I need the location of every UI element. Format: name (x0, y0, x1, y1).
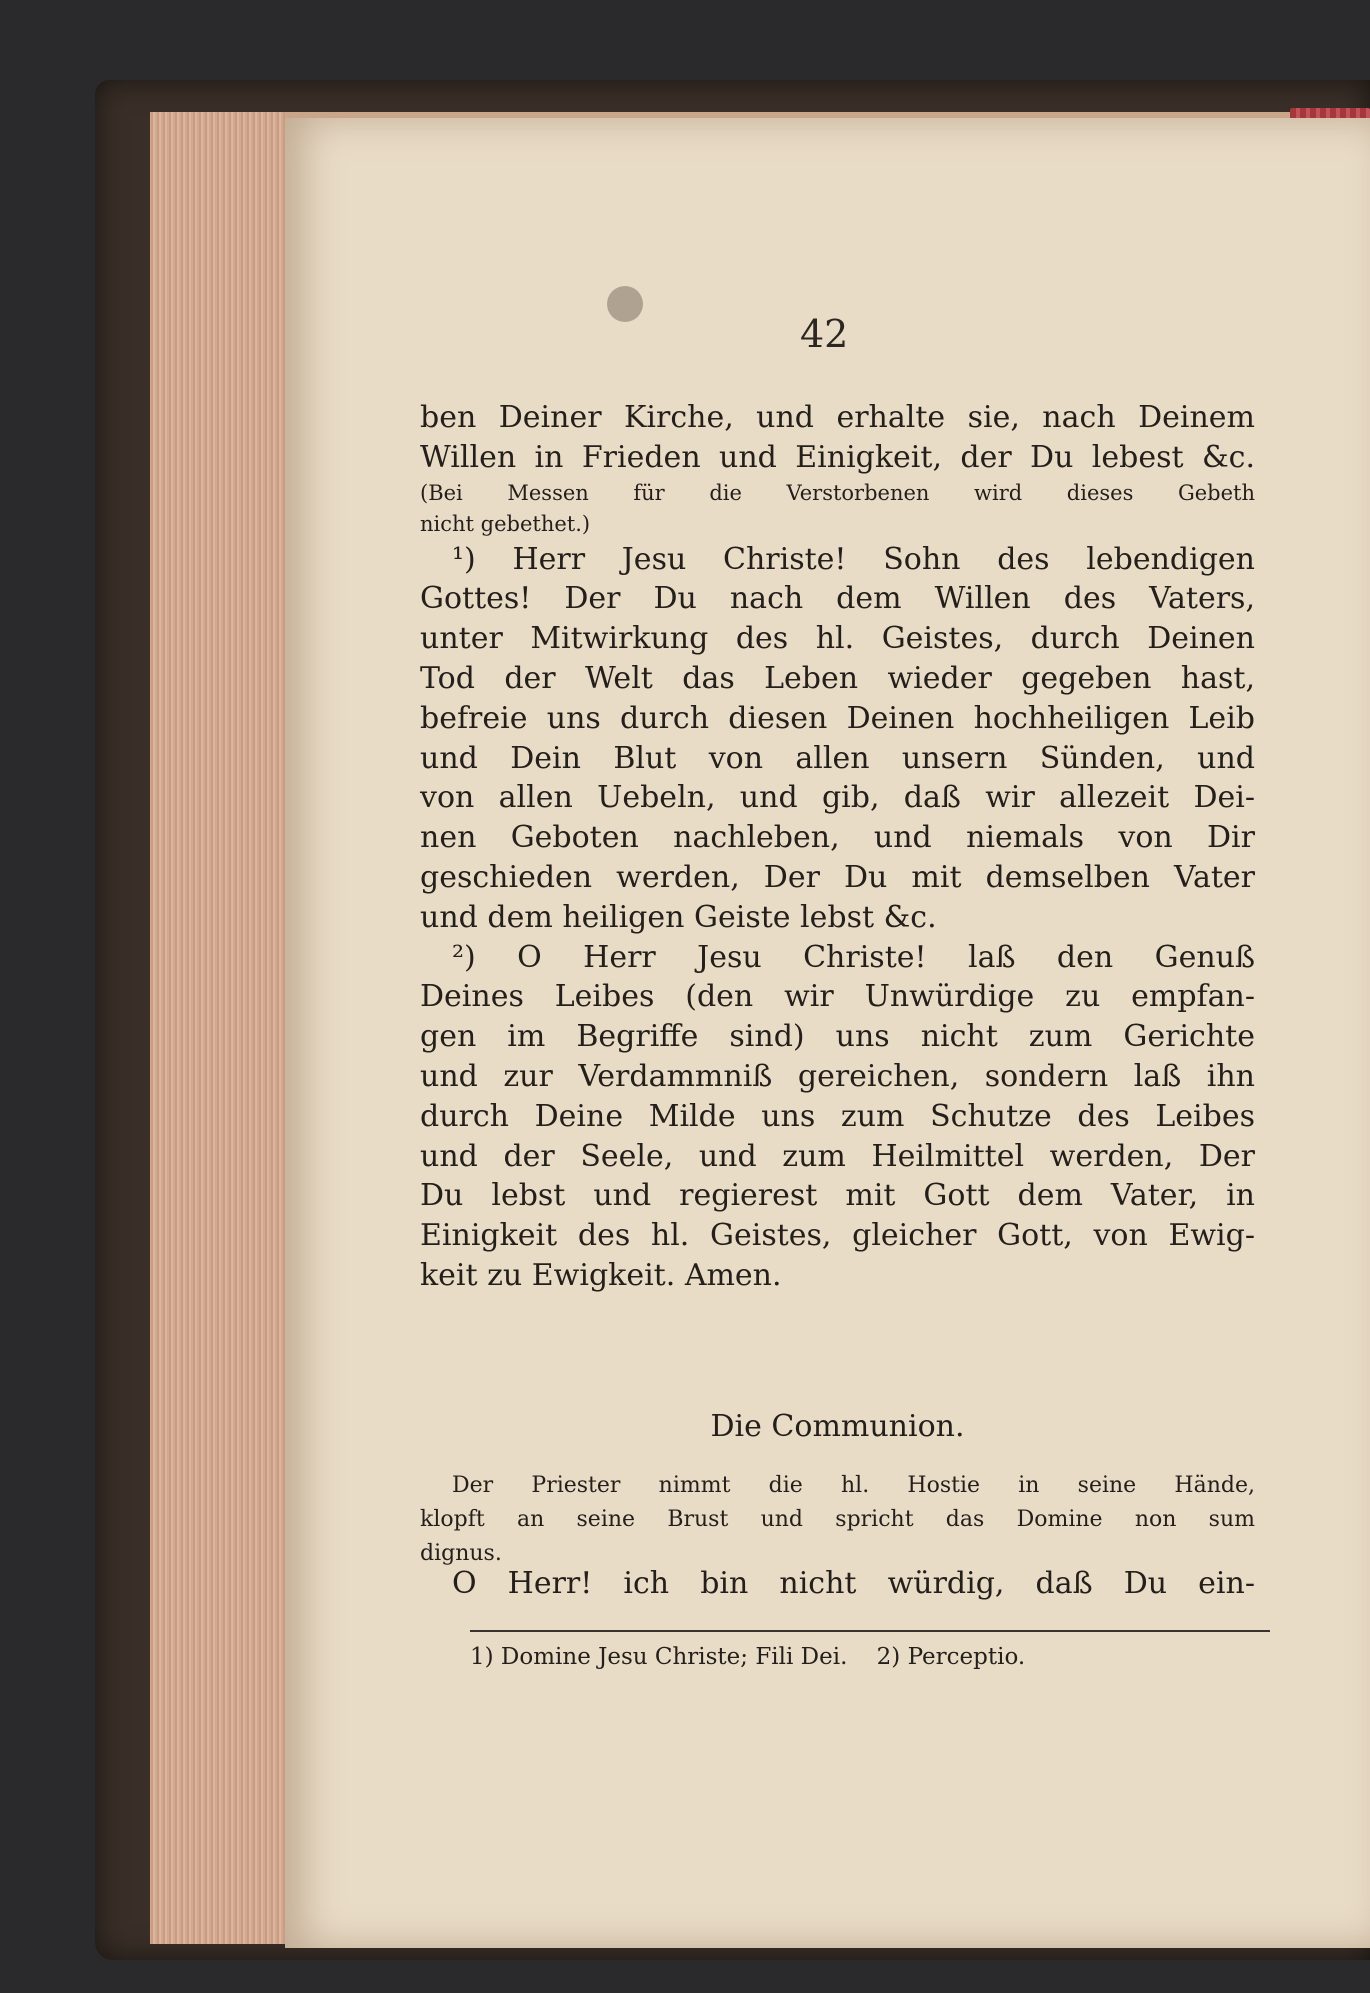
text-line: Einigkeit des hl. Geistes, gleicher Gott, von Ewig- (420, 1218, 1255, 1254)
rubric-line: Der Priester nimmt die hl. Hostie in seine Hände, (452, 1473, 1255, 1498)
footnote-2-mark: 2) (876, 1644, 901, 1670)
rubric-line: klopft an seine Brust und spricht das Domine non sum (420, 1507, 1255, 1532)
text-line: und der Seele, und zum Heilmittel werden, Der (420, 1138, 1255, 1174)
page-stain (607, 286, 643, 322)
text-line: ben Deiner Kirche, und erhalte sie, nach Deinem (420, 400, 1255, 435)
text-line: von allen Uebeln, und gib, daß wir allezeit Dei- (420, 780, 1255, 816)
section-heading: Die Communion. (710, 1409, 965, 1444)
footnotes (470, 1644, 1270, 1670)
text-line: ¹) Herr Jesu Christe! Sohn des lebendigen (452, 541, 1255, 577)
text-line: Du lebst und regierest mit Gott dem Vater, in (420, 1178, 1255, 1214)
footnote-2-text: Perceptio. (907, 1644, 1026, 1670)
text-line: keit zu Ewigkeit. Amen. (420, 1257, 782, 1293)
text-line: Willen in Frieden und Einigkeit, der Du lebest &c. (420, 439, 1255, 475)
text-line: durch Deine Milde uns zum Schutze des Leibes (420, 1098, 1255, 1134)
page-number: 42 (800, 312, 849, 356)
text-line: und dem heiligen Geiste lebst &c. (420, 899, 937, 935)
final-line-block (420, 1564, 1255, 1604)
body-text (420, 398, 1255, 1296)
rubric-line: (Bei Messen für die Verstorbenen wird dieses Gebeth (420, 480, 1255, 505)
text-line: unter Mitwirkung des hl. Geistes, durch Deinen (420, 621, 1255, 657)
page-edges (150, 112, 285, 1944)
text-line: Deines Leibes (den wir Unwürdige zu empfan- (420, 979, 1255, 1015)
text-line: Tod der Welt das Leben wieder gegeben hast, (420, 660, 1255, 696)
text-line: und Dein Blut von allen unsern Sünden, und (420, 740, 1255, 776)
text-line: O Herr! ich bin nicht würdig, daß Du ein- (452, 1566, 1255, 1601)
text-line: geschieden werden, Der Du mit demselben Vater (420, 859, 1255, 895)
text-line: befreie uns durch diesen Deinen hochheiligen Leib (420, 700, 1255, 736)
rubric-block (420, 1469, 1255, 1571)
text-line: ²) O Herr Jesu Christe! laß den Genuß (452, 939, 1255, 975)
footnote-1-text: Domine Jesu Christe; Fili Dei. (500, 1644, 848, 1670)
footnote-rule (470, 1630, 1270, 1632)
text-line: und zur Verdammniß gereichen, sondern laß ihn (420, 1058, 1255, 1094)
rubric-line: dignus. (420, 1541, 502, 1566)
text-line: nen Geboten nachleben, und niemals von Dir (420, 820, 1255, 856)
text-line: gen im Begriffe sind) uns nicht zum Gerichte (420, 1019, 1255, 1055)
text-line: Gottes! Der Du nach dem Willen des Vaters, (420, 581, 1255, 617)
footnote-1-mark: 1) (470, 1644, 494, 1670)
rubric-line: nicht gebethet.) (420, 511, 591, 536)
